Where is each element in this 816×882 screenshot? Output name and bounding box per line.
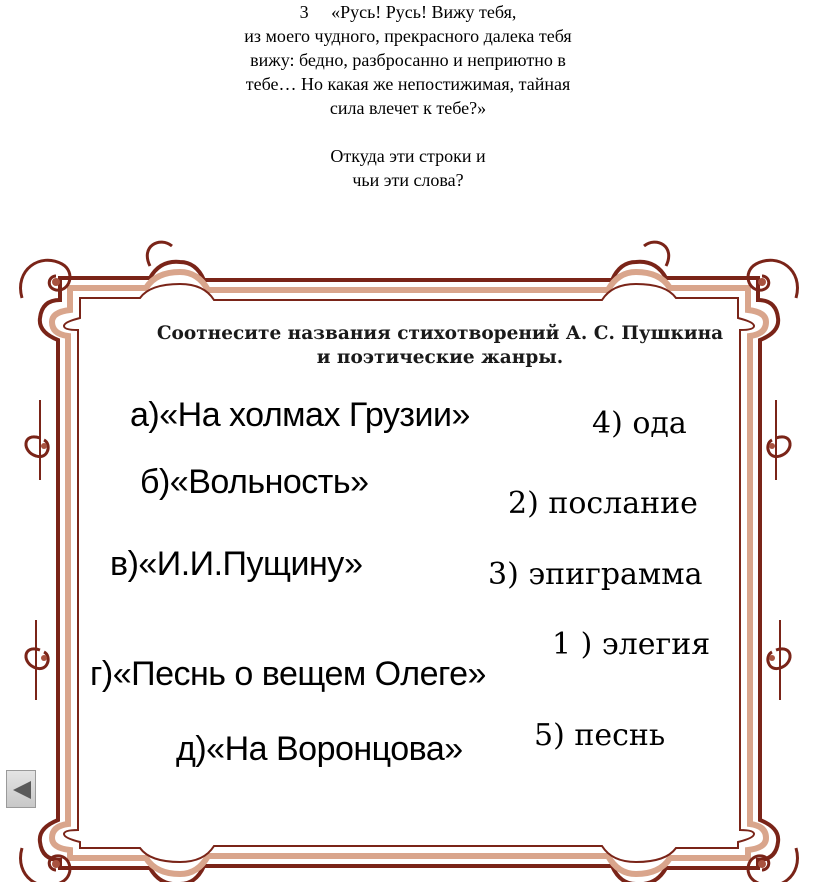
poem-item: г)«Песнь о вещем Олеге» [90,655,486,693]
passage-line: тебе… Но какая же непостижимая, тайная [245,74,571,94]
genre-item: 3) эпиграмма [488,557,703,592]
question-line-1: Откуда эти строки и [330,146,486,166]
back-button[interactable] [6,770,36,808]
task-heading-line-1: Соотнесите названия стихотворений А. С. Пушкина [156,323,724,344]
passage-line: вижу: бедно, разбросанно и неприютно в [250,50,566,70]
poem-item: б)«Вольность» [140,463,369,501]
genre-item: 2) послание [508,486,698,521]
triangle-left-icon [11,779,33,801]
passage-line: из моего чудного, прекрасного далека тебя [244,26,572,46]
question-line-2: чьи эти слова? [352,170,464,190]
passage-line: 3 «Русь! Русь! Вижу тебя, [299,2,517,22]
task-heading [60,322,816,370]
task-heading-line-2: и поэтические жанры. [316,347,564,368]
genre-item: 4) ода [592,406,687,441]
poem-item: в)«И.И.Пущину» [110,545,363,583]
genre-item: 5) песнь [534,718,666,753]
passage-line: сила влечет к тебе?» [329,98,487,118]
poem-item: д)«На Воронцова» [176,730,463,768]
genre-item: 1 ) элегия [552,627,711,662]
poem-item: а)«На холмах Грузии» [130,396,470,434]
